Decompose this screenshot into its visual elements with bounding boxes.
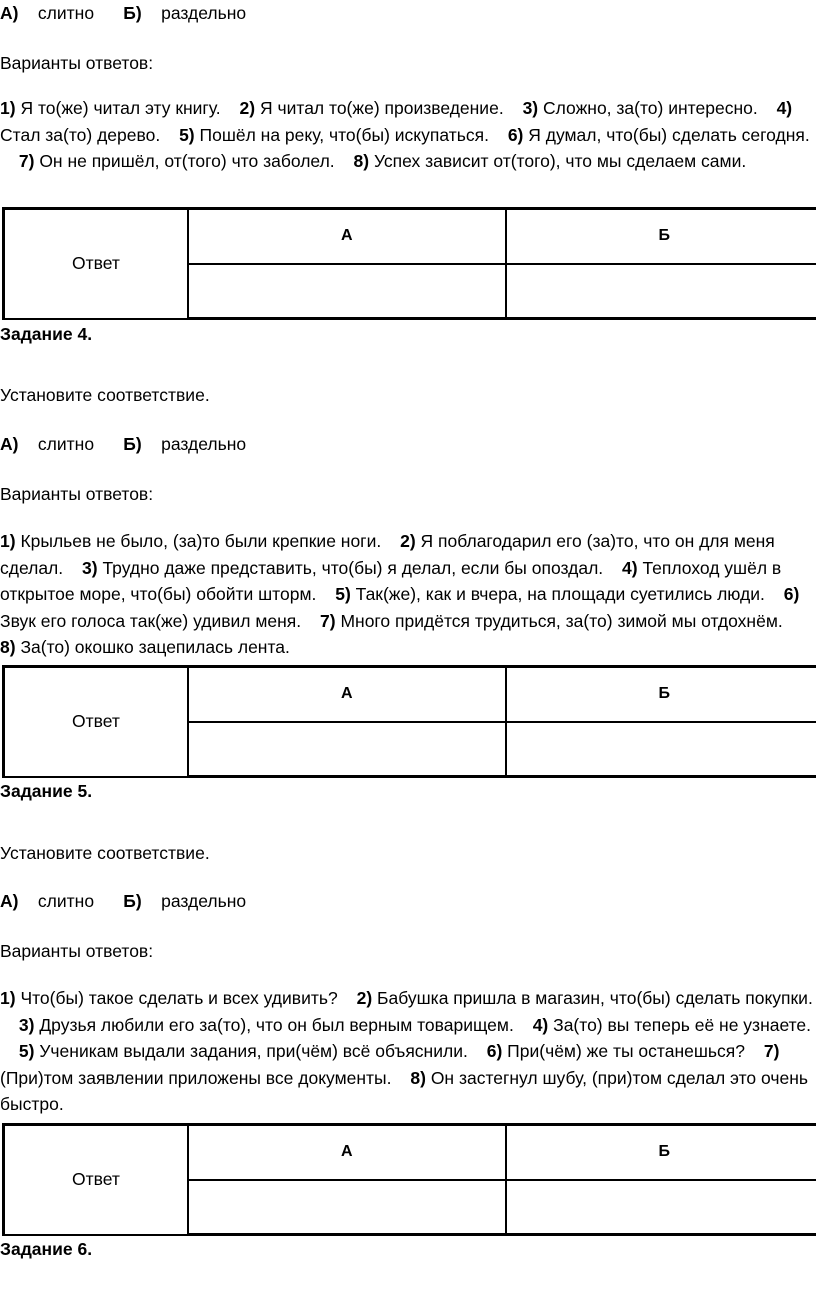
item-text: Я то(же) читал эту книгу. (20, 98, 221, 118)
item-number: 4) (622, 557, 638, 578)
item-number: 6) (507, 124, 524, 145)
item-number: 3) (82, 557, 98, 578)
item-text: Друзья любили его за(то), что он был верным товарищем. (39, 1014, 514, 1035)
column-b-header: Б (506, 667, 816, 722)
item-text: Я думал, что(бы) сделать сегодня. (528, 124, 810, 145)
option-b-text: раздельно (161, 891, 247, 911)
item-text: Много придётся трудиться, за(то) зимой мы отдохнём. (340, 610, 783, 631)
item-text: Ученикам выдали задания, при(чём) всё объяснили. (39, 1041, 468, 1061)
column-a-header: А (188, 209, 506, 264)
column-a-header: А (188, 667, 506, 722)
answer-cell-b[interactable] (506, 1180, 816, 1235)
option-b-label: Б) (123, 891, 142, 911)
answer-table (2, 665, 816, 778)
item-number: 2) (400, 531, 416, 551)
column-b-header: Б (506, 1125, 816, 1180)
item-number: 7) (320, 610, 336, 631)
item-text: За(то) окошко зацепилась лента. (20, 637, 290, 657)
task-title: Задание 5. (0, 781, 93, 801)
item-number: 7) (763, 1041, 780, 1061)
item-text: Что(бы) такое сделать и всех удивить? (20, 988, 338, 1008)
option-a-text: слитно (37, 891, 95, 911)
answer-label: Ответ (4, 209, 189, 319)
option-a-label: А) (0, 3, 19, 23)
item-text: Так(же), как и вчера, на площади суетились люди. (355, 584, 765, 604)
item-number: 4) (776, 98, 793, 118)
answer-cell-a[interactable] (188, 1180, 506, 1235)
option-a-text: слитно (37, 434, 95, 454)
option-a-label: А) (0, 434, 19, 454)
item-number: 2) (239, 98, 256, 118)
answer-cell-b[interactable] (506, 264, 816, 319)
item-text: Бабушка пришла в магазин, что(бы) сделать покупки. (377, 988, 813, 1008)
item-number: 8) (353, 151, 370, 171)
item-text: Пошёл на реку, что(бы) искупаться. (199, 124, 489, 145)
variants-list (0, 95, 816, 175)
answer-label: Ответ (4, 1125, 189, 1235)
item-number: 1) (0, 98, 16, 118)
item-text: При(чём) же ты останешься? (507, 1041, 745, 1061)
item-number: 8) (0, 637, 16, 657)
variants-list (0, 528, 816, 661)
option-b-label: Б) (123, 3, 142, 23)
answer-label: Ответ (4, 667, 189, 777)
item-text: (При)том заявлении приложены все документы. (0, 1067, 392, 1088)
item-number: 4) (532, 1014, 549, 1035)
item-number: 8) (410, 1067, 426, 1088)
item-text: Звук его голоса так(же) удивил меня. (0, 610, 302, 631)
item-text: Теплоход ушёл в открытое море, что(бы) обойти шторм. (0, 557, 782, 604)
option-b-text: раздельно (161, 434, 247, 454)
answer-table (2, 207, 816, 320)
task-title: Задание 4. (0, 324, 93, 344)
item-number: 1) (0, 531, 16, 551)
answer-cell-b[interactable] (506, 722, 816, 777)
answer-cell-a[interactable] (188, 264, 506, 319)
item-number: 5) (179, 124, 195, 145)
option-b-text: раздельно (161, 3, 247, 23)
options-line (0, 2, 246, 24)
answer-table (2, 1123, 816, 1236)
item-number: 2) (356, 988, 373, 1008)
item-number: 1) (0, 988, 16, 1008)
option-a-text: слитно (37, 3, 95, 23)
answer-cell-a[interactable] (188, 722, 506, 777)
variants-heading: Варианты ответов: (0, 941, 154, 961)
item-text: Я читал то(же) произведение. (259, 98, 504, 118)
item-text: Крыльев не было, (за)то были крепкие ноги. (20, 531, 382, 551)
item-number: 5) (335, 584, 351, 604)
item-text: За(то) вы теперь её не узнаете. (553, 1014, 812, 1035)
item-number: 3) (522, 98, 539, 118)
item-number: 5) (18, 1041, 35, 1061)
column-b-header: Б (506, 209, 816, 264)
task-title: Задание 6. (0, 1239, 93, 1259)
instruction: Установите соответствие. (0, 385, 210, 405)
item-text: Трудно даже представить, что(бы) я делал, если бы опоздал. (102, 557, 604, 578)
options-line (0, 433, 246, 455)
variants-heading: Варианты ответов: (0, 53, 154, 73)
item-number: 7) (18, 151, 35, 171)
item-text: Я поблагодарил его (за)то, что он для меня сделал. (0, 531, 775, 578)
item-text: Стал за(то) дерево. (0, 124, 161, 145)
option-a-label: А) (0, 891, 19, 911)
variants-list (0, 985, 816, 1118)
item-text: Сложно, за(то) интересно. (543, 98, 758, 118)
item-text: Он застегнул шубу, (при)том сделал это очень быстро. (0, 1067, 808, 1114)
option-b-label: Б) (123, 434, 142, 454)
item-text: Он не пришёл, от(того) что заболел. (39, 151, 335, 171)
variants-heading: Варианты ответов: (0, 484, 154, 504)
options-line (0, 890, 246, 912)
item-number: 6) (486, 1041, 503, 1061)
item-text: Успех зависит от(того), что мы сделаем сами. (373, 151, 747, 171)
item-number: 3) (18, 1014, 35, 1035)
instruction: Установите соответствие. (0, 843, 210, 863)
item-number: 6) (783, 584, 800, 604)
column-a-header: А (188, 1125, 506, 1180)
